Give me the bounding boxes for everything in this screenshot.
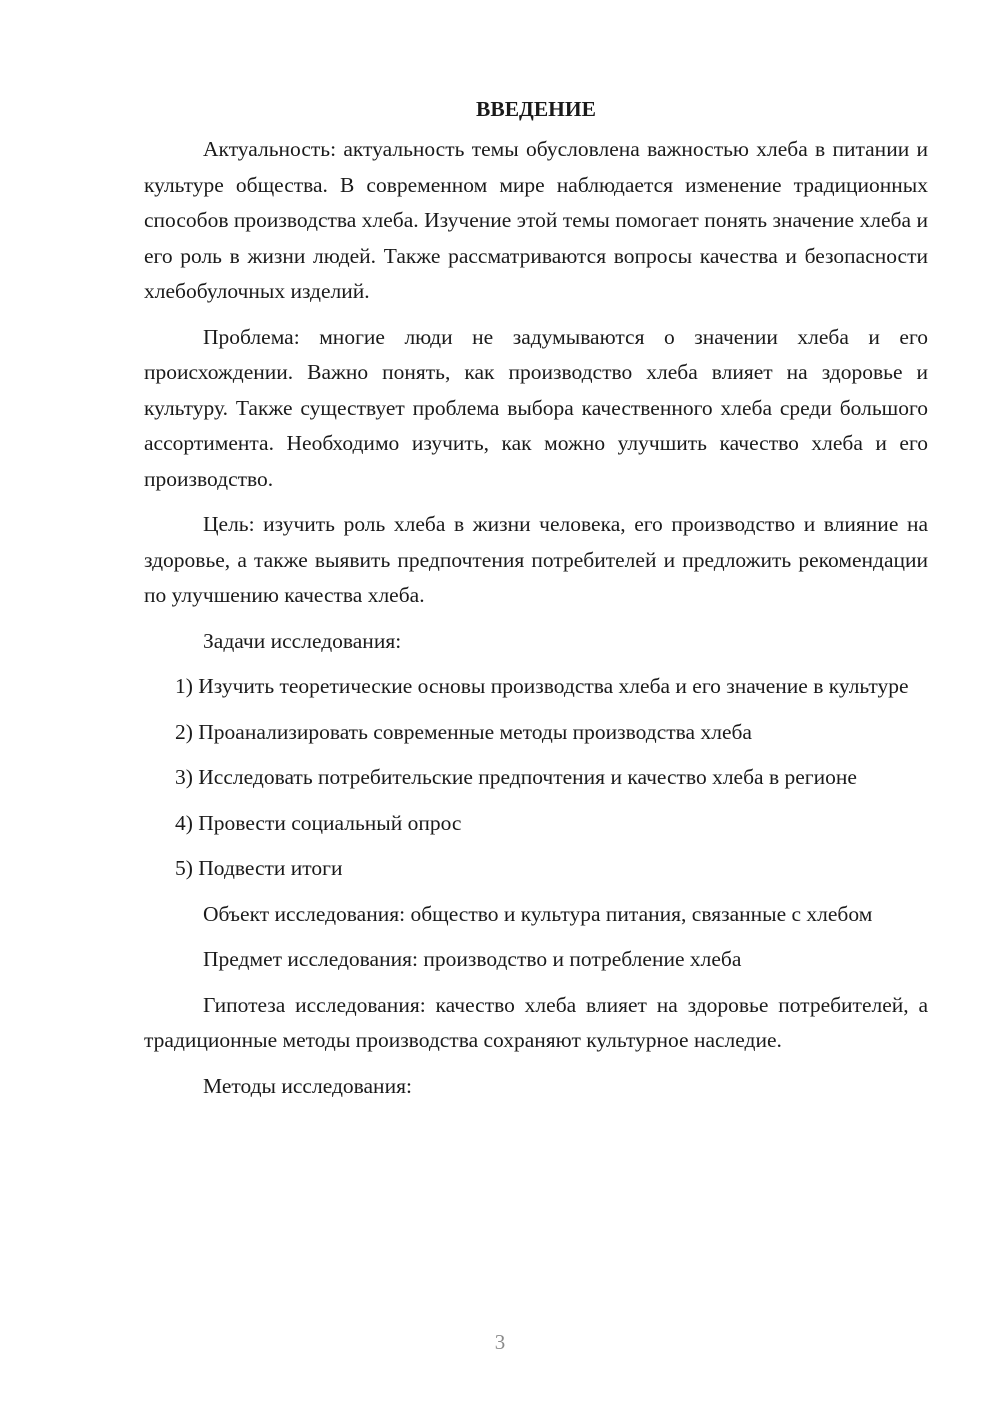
section-heading: ВВЕДЕНИЕ <box>476 97 596 121</box>
problem-paragraph: Проблема: многие люди не задумываются о значении хлеба и его происхождении. Важно понять, как производство хлеба влияет на здоровье и культуру. Также существует проблема выбора качественного хлеба среди большого ассортимента. Необходимо изучить, как можно улучшить качество хлеба и его производство. <box>144 324 928 491</box>
relevance-paragraph: Актуальность: актуальность темы обусловлена важностью хлеба в питании и культуре общества. В современном мире наблюдается изменение традиционных способов производства хлеба. Изучение этой темы помогает понять значение хлеба и его роль в жизни людей. Также рассматриваются вопросы качества и безопасности хлебобулочных изделий. <box>144 137 928 303</box>
page-number: 3 <box>494 1330 506 1354</box>
task-item: 3) Исследовать потребительские предпочтения и качество хлеба в регионе <box>175 765 857 789</box>
object-paragraph: Объект исследования: общество и культура питания, связанные с хлебом <box>203 901 873 926</box>
document-page <box>144 92 928 1114</box>
task-item: 4) Провести социальный опрос <box>175 810 462 835</box>
methods-heading: Методы исследования: <box>203 1073 412 1098</box>
task-item: 5) Подвести итоги <box>175 856 343 880</box>
hypothesis-paragraph: Гипотеза исследования: качество хлеба влияет на здоровье потребителей, а традиционные методы производства сохраняют культурное наследие. <box>144 992 928 1052</box>
task-item: 1) Изучить теоретические основы производства хлеба и его значение в культуре <box>175 674 909 698</box>
goal-paragraph: Цель: изучить роль хлеба в жизни человека, его производство и влияние на здоровье, а также выявить предпочтения потребителей и предложить рекомендации по улучшению качества хлеба. <box>144 512 928 607</box>
task-item: 2) Проанализировать современные методы производства хлеба <box>175 719 752 744</box>
tasks-heading: Задачи исследования: <box>203 628 402 653</box>
subject-paragraph: Предмет исследования: производство и потребление хлеба <box>203 947 742 971</box>
